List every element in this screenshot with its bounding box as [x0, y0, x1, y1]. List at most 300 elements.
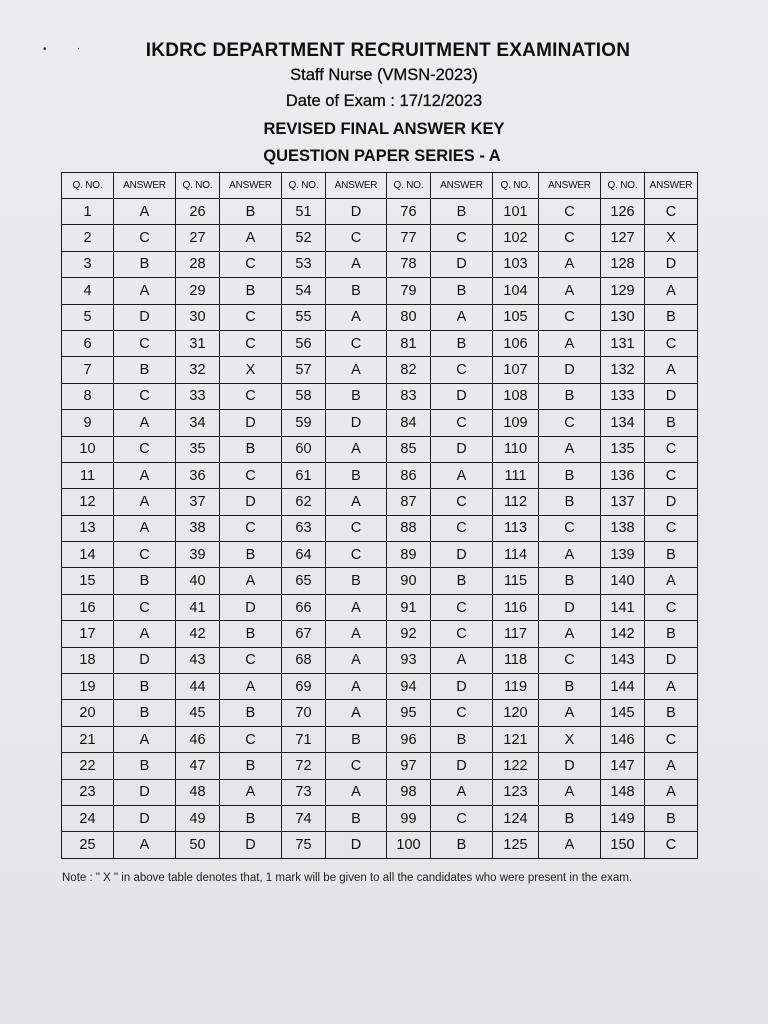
question-number-cell: 19: [62, 674, 114, 700]
question-number-cell: 48: [176, 779, 220, 805]
question-number-cell: 106: [493, 330, 539, 356]
answer-cell: D: [431, 542, 493, 568]
question-number-cell: 125: [493, 832, 539, 858]
answer-cell: C: [220, 647, 282, 673]
answer-cell: A: [114, 832, 176, 858]
question-number-cell: 57: [282, 357, 326, 383]
answer-cell: D: [220, 489, 282, 515]
answer-cell: B: [114, 753, 176, 779]
question-number-cell: 133: [601, 383, 645, 409]
answer-cell: D: [220, 410, 282, 436]
question-number-cell: 114: [493, 542, 539, 568]
answer-cell: B: [220, 542, 282, 568]
answer-cell: B: [326, 726, 387, 752]
answer-cell: A: [220, 674, 282, 700]
question-number-cell: 134: [601, 410, 645, 436]
answer-cell: X: [645, 225, 698, 251]
question-number-cell: 42: [176, 621, 220, 647]
question-number-cell: 29: [176, 278, 220, 304]
table-row: [62, 304, 698, 330]
question-number-cell: 36: [176, 462, 220, 488]
answer-cell: C: [645, 199, 698, 225]
answer-cell: B: [220, 436, 282, 462]
answer-cell: A: [539, 436, 601, 462]
question-number-cell: 127: [601, 225, 645, 251]
answer-cell: D: [645, 383, 698, 409]
answer-cell: B: [220, 199, 282, 225]
question-number-cell: 13: [62, 515, 114, 541]
answer-cell: C: [326, 330, 387, 356]
answer-cell: D: [114, 779, 176, 805]
question-number-cell: 7: [62, 357, 114, 383]
answer-cell: A: [326, 594, 387, 620]
answer-cell: A: [539, 251, 601, 277]
answer-cell: X: [539, 726, 601, 752]
answer-cell: D: [114, 805, 176, 831]
answer-cell: B: [431, 832, 493, 858]
answer-cell: C: [220, 462, 282, 488]
question-number-cell: 116: [493, 594, 539, 620]
answer-cell: D: [645, 251, 698, 277]
table-body: [62, 199, 698, 859]
question-number-cell: 46: [176, 726, 220, 752]
question-paper-series: QUESTION PAPER SERIES - A: [263, 147, 501, 165]
question-number-cell: 113: [493, 515, 539, 541]
column-header-qno: Q. NO.: [282, 173, 326, 199]
answer-cell: B: [326, 568, 387, 594]
question-number-cell: 73: [282, 779, 326, 805]
exam-date: Date of Exam : 17/12/2023: [285, 92, 483, 110]
question-number-cell: 84: [387, 410, 431, 436]
answer-cell: B: [220, 621, 282, 647]
question-number-cell: 78: [387, 251, 431, 277]
question-number-cell: 50: [176, 832, 220, 858]
question-number-cell: 49: [176, 805, 220, 831]
answer-cell: A: [326, 489, 387, 515]
question-number-cell: 47: [176, 753, 220, 779]
question-number-cell: 91: [387, 594, 431, 620]
answer-cell: A: [326, 674, 387, 700]
question-number-cell: 96: [387, 726, 431, 752]
column-header-qno: Q. NO.: [62, 173, 114, 199]
question-number-cell: 115: [493, 568, 539, 594]
table-row: [62, 515, 698, 541]
question-number-cell: 33: [176, 383, 220, 409]
answer-cell: A: [539, 700, 601, 726]
answer-cell: D: [114, 647, 176, 673]
answer-cell: A: [114, 199, 176, 225]
answer-key-type: REVISED FINAL ANSWER KEY: [263, 120, 505, 138]
answer-cell: C: [539, 410, 601, 436]
question-number-cell: 97: [387, 753, 431, 779]
answer-cell: C: [220, 383, 282, 409]
answer-cell: C: [114, 330, 176, 356]
table-row: [62, 542, 698, 568]
question-number-cell: 81: [387, 330, 431, 356]
answer-cell: A: [645, 568, 698, 594]
question-number-cell: 34: [176, 410, 220, 436]
answer-cell: B: [431, 726, 493, 752]
question-number-cell: 87: [387, 489, 431, 515]
answer-cell: C: [114, 542, 176, 568]
question-number-cell: 85: [387, 436, 431, 462]
question-number-cell: 54: [282, 278, 326, 304]
question-number-cell: 147: [601, 753, 645, 779]
table-row: [62, 436, 698, 462]
question-number-cell: 146: [601, 726, 645, 752]
question-number-cell: 150: [601, 832, 645, 858]
question-number-cell: 100: [387, 832, 431, 858]
question-number-cell: 23: [62, 779, 114, 805]
question-number-cell: 65: [282, 568, 326, 594]
question-number-cell: 61: [282, 462, 326, 488]
question-number-cell: 21: [62, 726, 114, 752]
question-number-cell: 95: [387, 700, 431, 726]
answer-cell: B: [114, 357, 176, 383]
answer-cell: B: [539, 462, 601, 488]
answer-cell: D: [539, 594, 601, 620]
question-number-cell: 5: [62, 304, 114, 330]
answer-cell: D: [539, 357, 601, 383]
answer-cell: C: [539, 515, 601, 541]
answer-cell: A: [326, 621, 387, 647]
question-number-cell: 144: [601, 674, 645, 700]
question-number-cell: 71: [282, 726, 326, 752]
question-number-cell: 66: [282, 594, 326, 620]
question-number-cell: 41: [176, 594, 220, 620]
answer-cell: B: [220, 700, 282, 726]
answer-cell: A: [114, 462, 176, 488]
question-number-cell: 16: [62, 594, 114, 620]
question-number-cell: 145: [601, 700, 645, 726]
answer-cell: C: [431, 515, 493, 541]
answer-cell: C: [539, 304, 601, 330]
question-number-cell: 20: [62, 700, 114, 726]
answer-cell: C: [539, 225, 601, 251]
question-number-cell: 72: [282, 753, 326, 779]
answer-cell: C: [431, 357, 493, 383]
answer-cell: B: [539, 568, 601, 594]
answer-cell: C: [431, 805, 493, 831]
answer-cell: A: [114, 410, 176, 436]
question-number-cell: 52: [282, 225, 326, 251]
answer-cell: C: [539, 647, 601, 673]
question-number-cell: 4: [62, 278, 114, 304]
answer-cell: B: [431, 568, 493, 594]
question-number-cell: 35: [176, 436, 220, 462]
column-header-qno: Q. NO.: [493, 173, 539, 199]
question-number-cell: 124: [493, 805, 539, 831]
question-number-cell: 86: [387, 462, 431, 488]
answer-cell: A: [431, 647, 493, 673]
question-number-cell: 8: [62, 383, 114, 409]
answer-cell: C: [431, 700, 493, 726]
question-number-cell: 24: [62, 805, 114, 831]
answer-cell: C: [539, 199, 601, 225]
answer-cell: B: [326, 278, 387, 304]
answer-cell: C: [220, 726, 282, 752]
question-number-cell: 129: [601, 278, 645, 304]
answer-cell: A: [645, 779, 698, 805]
question-number-cell: 143: [601, 647, 645, 673]
answer-cell: C: [645, 594, 698, 620]
answer-cell: B: [645, 700, 698, 726]
question-number-cell: 1: [62, 199, 114, 225]
answer-cell: A: [539, 832, 601, 858]
answer-cell: A: [539, 542, 601, 568]
answer-cell: C: [326, 515, 387, 541]
table-row: [62, 779, 698, 805]
column-header-answer: ANSWER: [539, 173, 601, 199]
answer-cell: B: [220, 753, 282, 779]
table-row: [62, 383, 698, 409]
answer-cell: B: [645, 410, 698, 436]
answer-cell: C: [645, 832, 698, 858]
answer-cell: D: [431, 753, 493, 779]
answer-cell: D: [431, 251, 493, 277]
question-number-cell: 18: [62, 647, 114, 673]
answer-cell: D: [431, 436, 493, 462]
question-number-cell: 111: [493, 462, 539, 488]
question-number-cell: 74: [282, 805, 326, 831]
question-number-cell: 56: [282, 330, 326, 356]
answer-cell: A: [220, 779, 282, 805]
answer-cell: C: [114, 594, 176, 620]
answer-cell: A: [114, 515, 176, 541]
question-number-cell: 79: [387, 278, 431, 304]
answer-cell: D: [645, 489, 698, 515]
question-number-cell: 112: [493, 489, 539, 515]
table-row: [62, 357, 698, 383]
answer-cell: B: [220, 805, 282, 831]
table-row: [62, 330, 698, 356]
column-header-answer: ANSWER: [645, 173, 698, 199]
question-number-cell: 2: [62, 225, 114, 251]
answer-cell: A: [539, 278, 601, 304]
answer-cell: B: [431, 199, 493, 225]
answer-cell: C: [326, 225, 387, 251]
column-header-qno: Q. NO.: [387, 173, 431, 199]
question-number-cell: 10: [62, 436, 114, 462]
answer-cell: A: [220, 568, 282, 594]
question-number-cell: 59: [282, 410, 326, 436]
answer-cell: A: [539, 779, 601, 805]
answer-cell: X: [220, 357, 282, 383]
answer-cell: A: [645, 278, 698, 304]
table-header-row: [62, 173, 698, 199]
question-number-cell: 53: [282, 251, 326, 277]
question-number-cell: 28: [176, 251, 220, 277]
answer-cell: B: [539, 674, 601, 700]
question-number-cell: 69: [282, 674, 326, 700]
answer-cell: B: [539, 489, 601, 515]
table-row: [62, 621, 698, 647]
question-number-cell: 139: [601, 542, 645, 568]
answer-cell: C: [431, 225, 493, 251]
answer-cell: B: [326, 383, 387, 409]
table-row: [62, 753, 698, 779]
table-row: [62, 251, 698, 277]
answer-cell: A: [326, 436, 387, 462]
table-row: [62, 199, 698, 225]
question-number-cell: 82: [387, 357, 431, 383]
question-number-cell: 39: [176, 542, 220, 568]
question-number-cell: 67: [282, 621, 326, 647]
question-number-cell: 121: [493, 726, 539, 752]
question-number-cell: 148: [601, 779, 645, 805]
table-row: [62, 410, 698, 436]
question-number-cell: 70: [282, 700, 326, 726]
question-number-cell: 76: [387, 199, 431, 225]
question-number-cell: 107: [493, 357, 539, 383]
question-number-cell: 140: [601, 568, 645, 594]
answer-cell: B: [645, 542, 698, 568]
column-header-answer: ANSWER: [326, 173, 387, 199]
scan-speck: ·: [77, 43, 81, 54]
answer-cell: D: [326, 832, 387, 858]
question-number-cell: 132: [601, 357, 645, 383]
question-number-cell: 11: [62, 462, 114, 488]
question-number-cell: 105: [493, 304, 539, 330]
question-number-cell: 3: [62, 251, 114, 277]
question-number-cell: 104: [493, 278, 539, 304]
question-number-cell: 27: [176, 225, 220, 251]
answer-cell: A: [431, 304, 493, 330]
answer-cell: D: [539, 753, 601, 779]
question-number-cell: 12: [62, 489, 114, 515]
question-number-cell: 128: [601, 251, 645, 277]
answer-cell: B: [645, 621, 698, 647]
question-number-cell: 119: [493, 674, 539, 700]
post-name: Staff Nurse (VMSN-2023): [290, 66, 478, 84]
column-header-answer: ANSWER: [220, 173, 282, 199]
answer-cell: C: [114, 383, 176, 409]
answer-cell: D: [220, 594, 282, 620]
answer-cell: C: [431, 410, 493, 436]
question-number-cell: 51: [282, 199, 326, 225]
answer-cell: B: [645, 805, 698, 831]
answer-cell: D: [220, 832, 282, 858]
question-number-cell: 30: [176, 304, 220, 330]
question-number-cell: 37: [176, 489, 220, 515]
column-header-qno: Q. NO.: [601, 173, 645, 199]
answer-cell: A: [326, 700, 387, 726]
footnote: Note : " X " in above table denotes that, 1 mark will be given to all the candidates who were present in the exam.: [62, 872, 633, 884]
question-number-cell: 77: [387, 225, 431, 251]
question-number-cell: 98: [387, 779, 431, 805]
question-number-cell: 123: [493, 779, 539, 805]
answer-cell: A: [326, 304, 387, 330]
question-number-cell: 25: [62, 832, 114, 858]
answer-cell: C: [431, 621, 493, 647]
exam-title: IKDRC DEPARTMENT RECRUITMENT EXAMINATION: [145, 40, 631, 61]
question-number-cell: 118: [493, 647, 539, 673]
question-number-cell: 137: [601, 489, 645, 515]
table-row: [62, 674, 698, 700]
question-number-cell: 31: [176, 330, 220, 356]
question-number-cell: 64: [282, 542, 326, 568]
question-number-cell: 83: [387, 383, 431, 409]
question-number-cell: 99: [387, 805, 431, 831]
answer-cell: C: [431, 489, 493, 515]
question-number-cell: 131: [601, 330, 645, 356]
question-number-cell: 141: [601, 594, 645, 620]
answer-cell: B: [431, 330, 493, 356]
question-number-cell: 117: [493, 621, 539, 647]
answer-cell: A: [539, 621, 601, 647]
question-number-cell: 135: [601, 436, 645, 462]
answer-cell: B: [539, 383, 601, 409]
question-number-cell: 101: [493, 199, 539, 225]
question-number-cell: 80: [387, 304, 431, 330]
answer-cell: D: [326, 199, 387, 225]
answer-cell: C: [645, 462, 698, 488]
table-row: [62, 278, 698, 304]
answer-cell: D: [326, 410, 387, 436]
question-number-cell: 120: [493, 700, 539, 726]
question-number-cell: 136: [601, 462, 645, 488]
question-number-cell: 60: [282, 436, 326, 462]
answer-cell: B: [326, 805, 387, 831]
answer-cell: A: [326, 251, 387, 277]
table-row: [62, 700, 698, 726]
answer-cell: C: [645, 726, 698, 752]
answer-cell: C: [220, 251, 282, 277]
answer-cell: A: [326, 779, 387, 805]
table-row: [62, 489, 698, 515]
answer-cell: B: [114, 700, 176, 726]
answer-cell: B: [114, 674, 176, 700]
answer-cell: C: [645, 436, 698, 462]
question-number-cell: 62: [282, 489, 326, 515]
answer-cell: B: [114, 251, 176, 277]
question-number-cell: 44: [176, 674, 220, 700]
table-row: [62, 832, 698, 858]
question-number-cell: 63: [282, 515, 326, 541]
table-row: [62, 726, 698, 752]
question-number-cell: 88: [387, 515, 431, 541]
question-number-cell: 32: [176, 357, 220, 383]
answer-cell: A: [114, 489, 176, 515]
answer-cell: A: [220, 225, 282, 251]
question-number-cell: 102: [493, 225, 539, 251]
question-number-cell: 43: [176, 647, 220, 673]
answer-cell: A: [326, 357, 387, 383]
question-number-cell: 55: [282, 304, 326, 330]
question-number-cell: 22: [62, 753, 114, 779]
question-number-cell: 126: [601, 199, 645, 225]
answer-cell: A: [114, 278, 176, 304]
table-row: [62, 647, 698, 673]
answer-cell: C: [431, 594, 493, 620]
question-number-cell: 138: [601, 515, 645, 541]
answer-cell: A: [539, 330, 601, 356]
table-row: [62, 805, 698, 831]
answer-cell: B: [220, 278, 282, 304]
answer-cell: A: [645, 357, 698, 383]
question-number-cell: 75: [282, 832, 326, 858]
question-number-cell: 142: [601, 621, 645, 647]
question-number-cell: 38: [176, 515, 220, 541]
answer-cell: B: [645, 304, 698, 330]
answer-cell: A: [326, 647, 387, 673]
answer-cell: C: [645, 330, 698, 356]
table-row: [62, 462, 698, 488]
question-number-cell: 58: [282, 383, 326, 409]
question-number-cell: 40: [176, 568, 220, 594]
answer-cell: C: [114, 436, 176, 462]
question-number-cell: 89: [387, 542, 431, 568]
